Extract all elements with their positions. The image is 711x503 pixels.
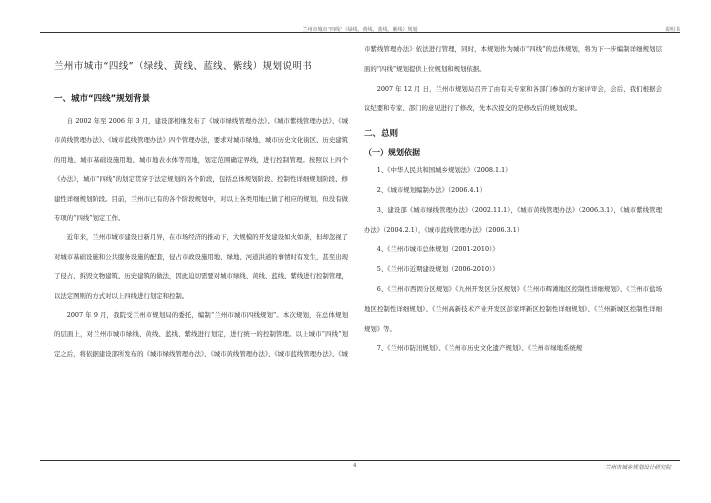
paragraph: 自 2002 年至 2006 年 3 月，建设部相继发布了《城市绿线管理办法》、《城市紫线管理办法》、《城市黄线管理办法》、《城市蓝线管理办法》四个管理办法，要求对城市绿地、城市历史文化街区、历史建筑的用地、城市基础设施用地、城市地表水体等用地，划定范围确定界线，进行控制管理。按照以上四个《办法》，城市“四线”的划定贯穿于法定规划的各个阶段，包括总体规划阶段、控制性详细规划阶段、修建性详细规划阶段。目前，兰州市已有的各个阶段规划中，对以上各类用地已做了相应的规划，但没有做专项的“四线”划定工作。 <box>54 117 348 223</box>
list-item: 1、《中华人民共和国城乡规划法》（2008.1.1） <box>376 166 512 175</box>
organization-name: 兰州市城乡规划设计研究院 <box>604 465 671 471</box>
left-column <box>54 40 348 364</box>
section-heading-background: 一、城市“四线”规划背景 <box>54 94 151 104</box>
page-number: 4 <box>353 463 357 469</box>
header-divider <box>40 32 680 33</box>
paragraph: 2007 年 12 月 日，兰州市规划局召开了由有关专家和各部门参加的方案评审会，会后，我们根据会议纪要和专家、部门的意见进行了修改，先本次提交的是修改后的规划成果。 <box>364 84 662 113</box>
subsection-heading-basis: （一）规划依据 <box>364 148 420 158</box>
running-title: 兰州市城市“四线”（绿线、黄线、蓝线、紫线）规划 <box>302 27 418 33</box>
list-item: 2、《城市规划编制办法》（2006.4.1） <box>376 185 486 194</box>
paragraph: 2007 年 9 月，我院受兰州市规划局的委托，编制“兰州市城市四线规划”。本次规划，在总体规划的层面上，对兰州市城市绿线、黄线、蓝线、紫线进行划定，进行统一的控制管理。以上城市“四线”划定之后，将依据建设部所发布的《城市绿线管理办法》、《城市黄线管理办法》、《城市蓝线管理办法》、《城 <box>54 311 348 358</box>
list-item: 6、《兰州市西固分区规划》《九州开发区分区规划》《兰州市辉滩地区控制性详细规划》、《兰州市盐场地区控制性详细规划》、《兰州高新技术产业开发区彭家坪新区控制性详细规划》、《兰州新城区控制性详细规划》等。 <box>364 284 662 333</box>
list-item: 5、《兰州市近期建设规划（2006-2010）》 <box>376 265 499 274</box>
right-column <box>364 40 662 359</box>
paragraph: 近年来，兰州市城市建设日新月异，在市场经济的推动下，大规模的开发建设如火如荼，但却忽视了对城市基础设施和公共服务设施的配套，侵占市政设施用地、绿地、河道洪道的事情时有发生，甚至出现了侵占、拆毁文物建筑、历史建筑的做法，因此迫切需要对城市绿线、黄线、蓝线、紫线进行控制管理，以法定图则的方式对以上四线进行划定和控制。 <box>54 233 348 300</box>
section-heading-general: 二、总则 <box>364 129 399 140</box>
section-label: 说明书 <box>664 27 680 33</box>
list-item: 3、建设部《城市绿线管理办法》（2002.11.1），《城市黄线管理办法》（2006.3.1），《城市紫线管理办法》（2004.2.1），《城市蓝线管理办法》（2006.3.1） <box>364 205 662 234</box>
list-item: 7、《兰州市防汛规划》、《兰州市历史文化遗产规划》、《兰州市绿地系统规 <box>376 344 583 353</box>
footer-divider <box>40 460 680 461</box>
document-title: 兰州市城市“四线”（绿线、黄线、蓝线、紫线）规划说明书 <box>54 61 313 72</box>
paragraph: 市紫线管理办法》依法进行管理，同时，本规划作为城市“四线”的总体规划，将为下一步编制详细规划层面的“四线”规划提供上位规划和规划依据。 <box>364 45 662 73</box>
list-item: 4、《兰州市城市总体规划（2001-2010）》 <box>376 245 499 254</box>
